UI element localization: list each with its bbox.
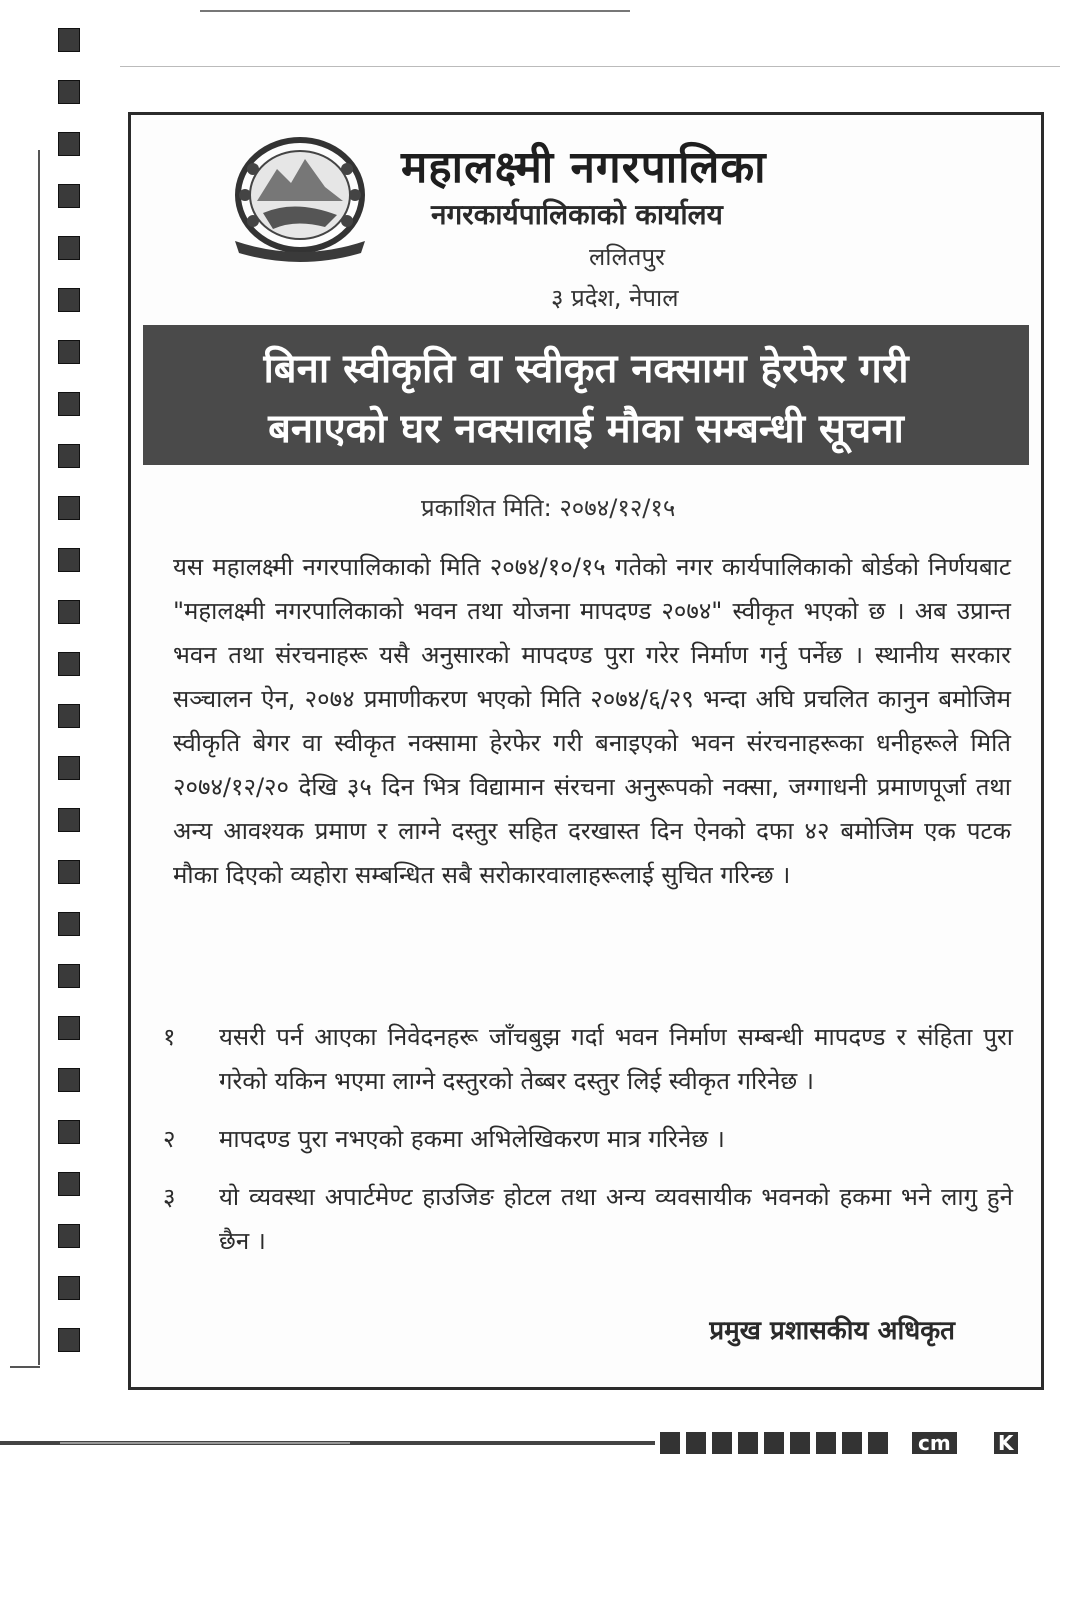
conditions-list bbox=[163, 1015, 1013, 1277]
list-item-text: मापदण्ड पुरा नभएको हकमा अभिलेखिकरण मात्र गरिनेछ । bbox=[219, 1125, 725, 1153]
public-notice bbox=[128, 112, 1044, 1390]
published-date: प्रकाशित मिति: २०७४/१२/१५ bbox=[421, 494, 676, 522]
registration-strip bbox=[58, 28, 80, 1380]
notice-title-line-2: बनाएको घर नक्सालाई मौका सम्बन्धी सूचना bbox=[268, 406, 904, 452]
margin-tick bbox=[10, 1366, 40, 1368]
top-rule-light bbox=[120, 66, 1060, 67]
list-item-text: यसरी पर्न आएका निवेदनहरू जाँचबुझ गर्दा भवन निर्माण सम्बन्धी मापदण्ड र संहिता पुरा गरेको यकिन भएमा लाग्ने दस्तुरको तेब्बर दस्तुर लिई स्वीकृत गरिनेछ । bbox=[219, 1023, 1013, 1095]
notice-title-line-1: बिना स्वीकृति वा स्वीकृत नक्सामा हेरफेर गरी bbox=[263, 346, 909, 392]
registration-blocks bbox=[660, 1432, 888, 1454]
list-item bbox=[163, 1175, 1013, 1263]
bottom-rule-light bbox=[60, 1442, 350, 1444]
list-item-number: ३ bbox=[163, 1183, 176, 1211]
list-item-number: १ bbox=[163, 1023, 176, 1051]
nepal-emblem-icon bbox=[225, 129, 375, 264]
top-rule bbox=[200, 10, 630, 12]
list-item-number: २ bbox=[163, 1125, 176, 1153]
province-country: ३ प्रदेश, नेपाल bbox=[551, 284, 679, 312]
notice-title-banner bbox=[143, 325, 1029, 465]
print-code: cm bbox=[912, 1432, 957, 1454]
print-code-2: K bbox=[994, 1432, 1018, 1454]
signatory-title: प्रमुख प्रशासकीय अधिकृत bbox=[709, 1316, 955, 1346]
margin-line bbox=[38, 150, 40, 1365]
municipality-name: महालक्ष्मी नगरपालिका bbox=[401, 142, 767, 193]
list-item bbox=[163, 1117, 1013, 1161]
office-name: नगरकार्यपालिकाको कार्यालय bbox=[431, 198, 723, 231]
notice-body-paragraph: यस महालक्ष्मी नगरपालिकाको मिति २०७४/१०/१५ गतेको नगर कार्यपालिकाको बोर्डको निर्णयबाट "महालक्ष्मी नगरपालिकाको भवन तथा योजना मापदण्ड २०७४" स्वीकृत भएको छ । अब उप्रान्त भवन तथा संरचनाहरू यसै अनुसारको मापदण्ड पुरा गरेर निर्माण गर्नु पर्नेछ । स्थानीय सरकार सञ्चालन ऐन, २०७४ प्रमाणीकरण भएको मिति २०७४/६/२९ भन्दा अघि प्रचलित कानुन बमोजिम स्वीकृति बेगर वा स्वीकृत नक्सामा हेरफेर गरी बनाइएको भवन संरचनाहरूका धनीहरूले मिति २०७४/१२/२० देखि ३५ दिन भित्र विद्यामान संरचना अनुरूपको नक्सा, जग्गाधनी प्रमाणपूर्जा तथा अन्य आवश्यक प्रमाण र लाग्ने दस्तुर सहित दरखास्त दिन ऐनको दफा ४२ बमोजिम एक पटक मौका दिएको व्यहोरा सम्बन्धित सबै सरोकारवालाहरूलाई सुचित गरिन्छ । bbox=[173, 553, 1011, 889]
city-name: ललितपुर bbox=[589, 243, 665, 271]
list-item-text: यो व्यवस्था अपार्टमेण्ट हाउजिङ होटल तथा अन्य व्यवसायीक भवनको हकमा भने लागु हुने छैन । bbox=[219, 1183, 1013, 1255]
list-item bbox=[163, 1015, 1013, 1103]
